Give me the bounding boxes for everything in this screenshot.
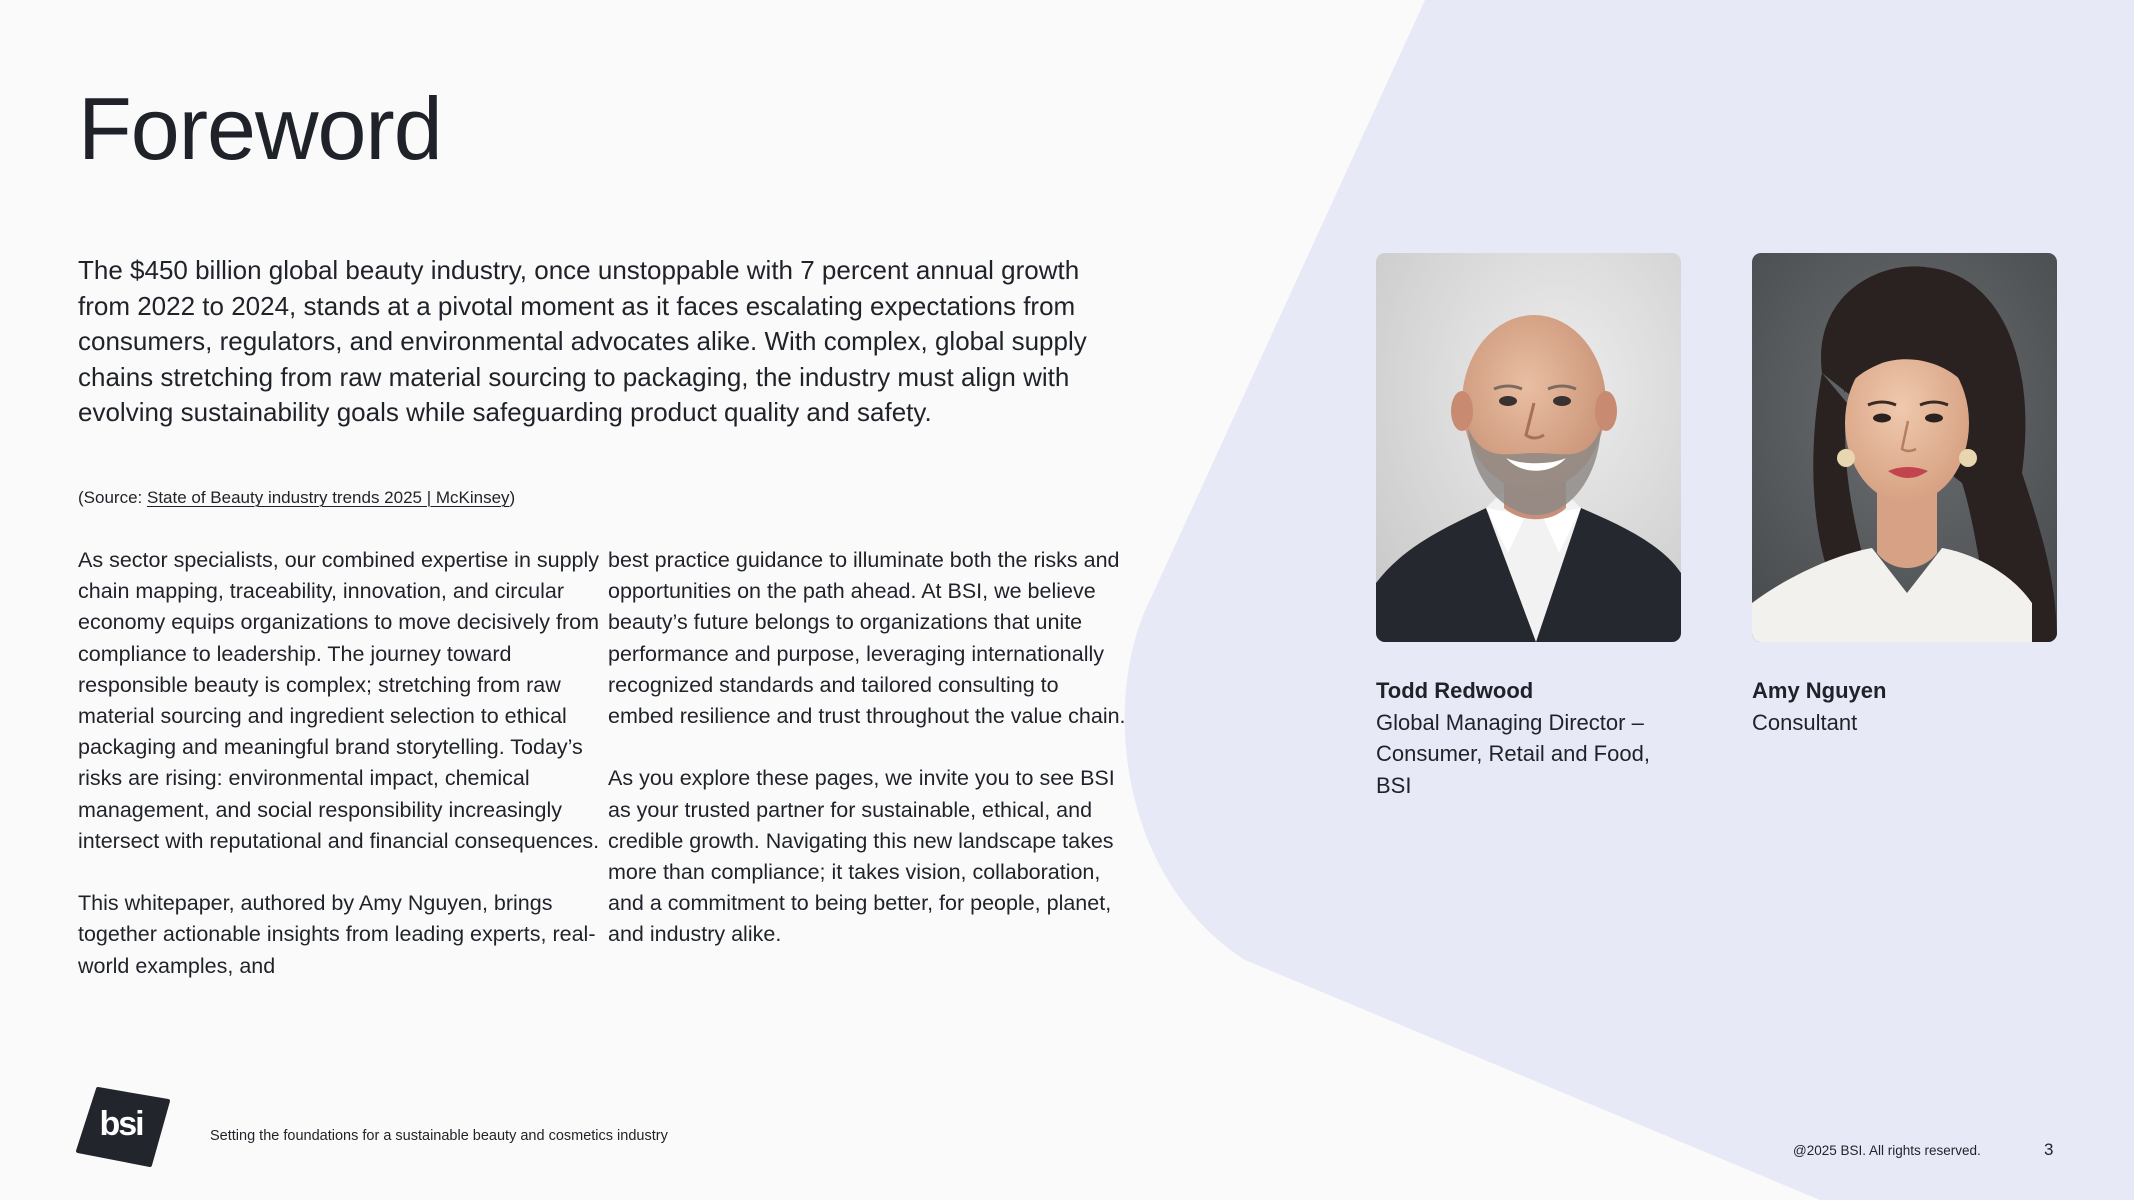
- person-card-amy-nguyen: [1752, 675, 2062, 738]
- body-column-right: [608, 545, 1128, 951]
- body-paragraph: As you explore these pages, we invite you to see BSI as your trusted partner for sustainable, ethical, and credible growth. Navigating this new landscape takes more than compliance; it takes vision, collaboration, and a commitment to being better, for people, planet, and industry alike.: [608, 766, 1115, 947]
- body-paragraph: As sector specialists, our combined expertise in supply chain mapping, traceability, innovation, and circular economy equips organizations to move decisively from compliance to leadership. The journey toward responsible beauty is complex; stretching from raw material sourcing and ingredient selection to ethical packaging and meaningful brand storytelling. Today’s risks are rising: environmental impact, chemical management, and social responsibility increasingly intersect with reputational and financial consequences.: [78, 548, 600, 853]
- page-number: 3: [2044, 1140, 2054, 1159]
- page-title: Foreword: [78, 79, 442, 178]
- person-role: Consultant: [1752, 709, 1858, 735]
- bsi-logo: [76, 1087, 170, 1167]
- person-card-todd-redwood: [1376, 675, 1686, 801]
- portrait-amy-nguyen: [1752, 253, 2057, 642]
- source-citation: [78, 488, 515, 508]
- body-column-left: [78, 545, 608, 982]
- portrait-amy-nguyen-image: [1752, 253, 2057, 642]
- portrait-todd-redwood-image: [1376, 253, 1681, 642]
- body-paragraph: This whitepaper, authored by Amy Nguyen, brings together actionable insights from leading experts, real-world examples, and: [78, 891, 596, 978]
- person-name: Amy Nguyen: [1752, 678, 1887, 703]
- footer-tagline: Setting the foundations for a sustainable beauty and cosmetics industry: [210, 1128, 668, 1144]
- person-role: Global Managing Director – Consumer, Retail and Food, BSI: [1376, 709, 1650, 798]
- source-link[interactable]: State of Beauty industry trends 2025 | McKinsey: [146, 488, 510, 507]
- person-name: Todd Redwood: [1376, 678, 1534, 703]
- portrait-todd-redwood: [1376, 253, 1681, 642]
- lead-paragraph: The $450 billion global beauty industry, once unstoppable with 7 percent annual growth from 2022 to 2024, stands at a pivotal moment as it faces escalating expectations from consumers, regulators, and environmental advocates alike. With complex, global supply chains stretching from raw material sourcing to packaging, the industry must align with evolving sustainability goals while safeguarding product quality and safety.: [78, 255, 1087, 427]
- logo-text: bsi: [99, 1105, 143, 1143]
- source-prefix: (Source:: [78, 488, 147, 507]
- source-suffix: ): [509, 488, 516, 507]
- body-paragraph: best practice guidance to illuminate both the risks and opportunities on the path ahead. At BSI, we believe beauty’s future belongs to organizations that unite performance and purpose, leveraging internationally recognized standards and tailored consulting to embed resilience and trust throughout the value chain.: [608, 548, 1126, 729]
- footer-copyright: @2025 BSI. All rights reserved.: [1793, 1143, 1981, 1158]
